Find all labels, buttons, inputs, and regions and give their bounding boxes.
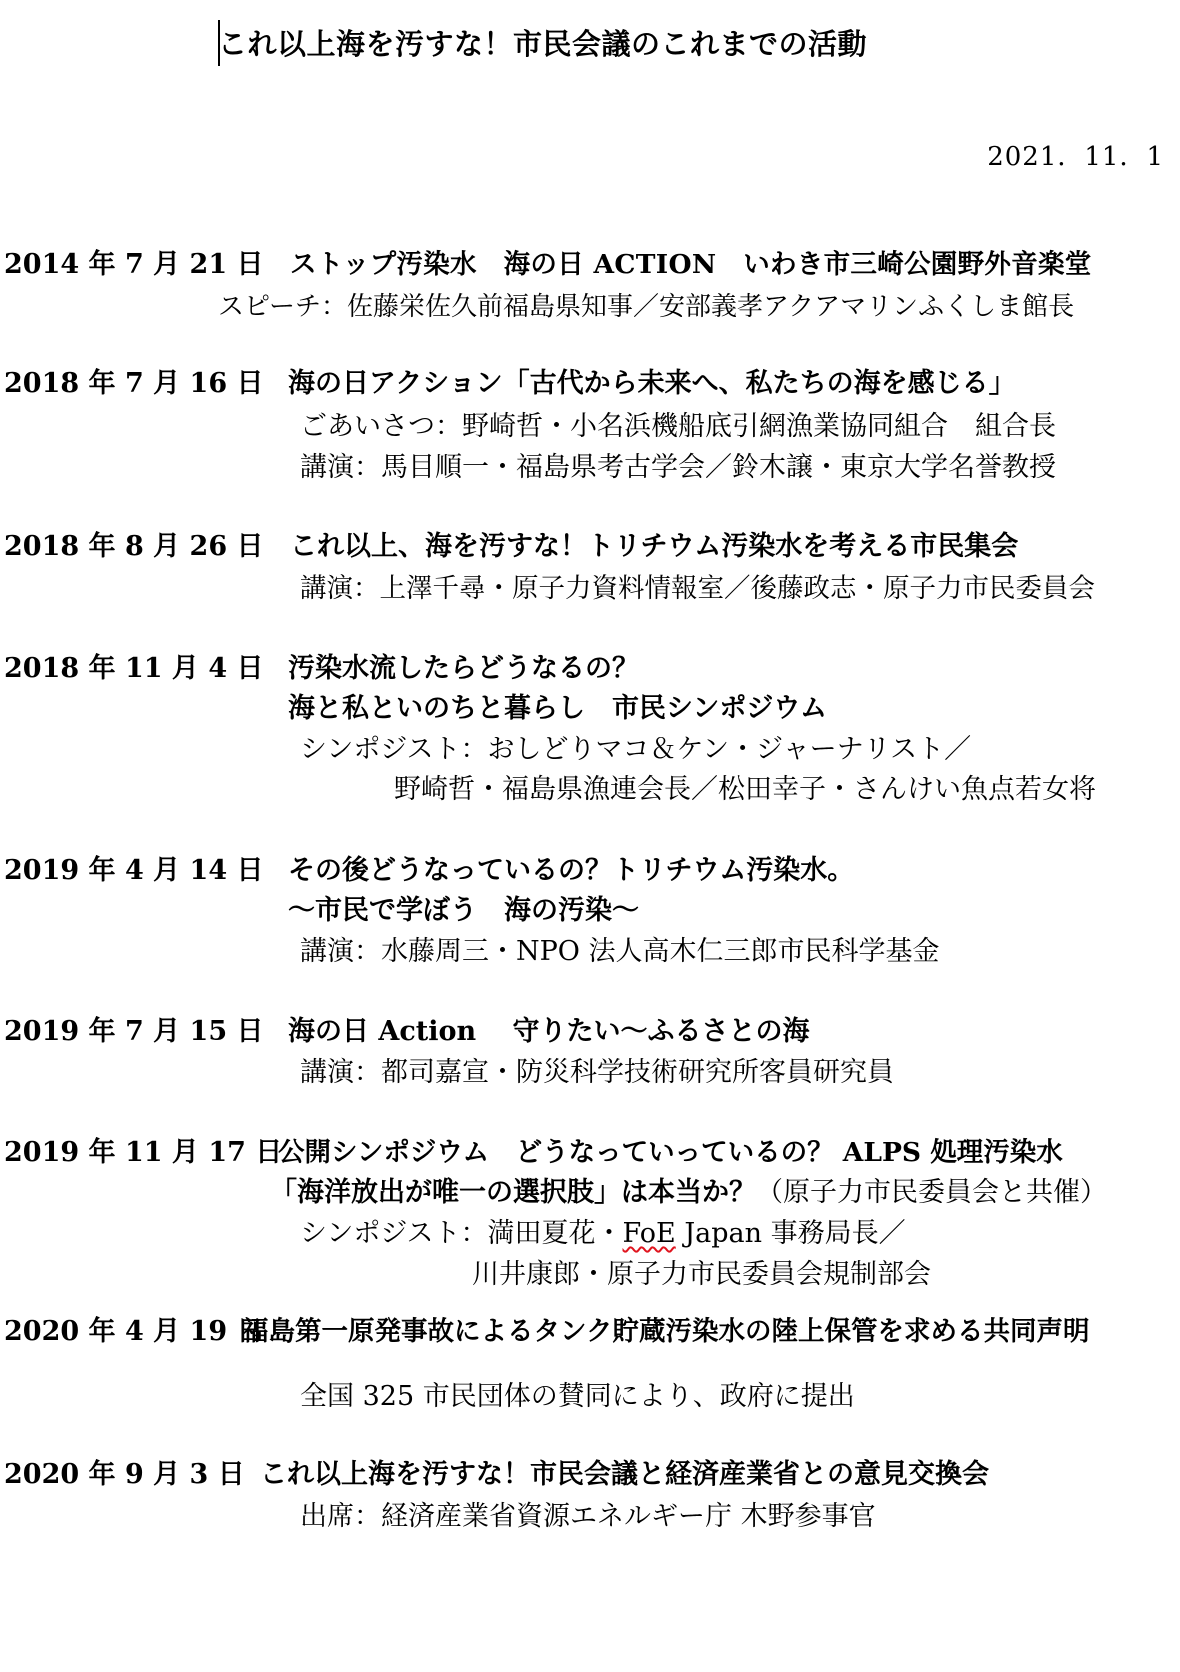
event-detail: ごあいさつ：野崎哲・小名浜機船底引網漁業協同組合 組合長 [300,411,1056,442]
event-date: 2018 年 7 月 16 日 [4,368,264,399]
event-headline: 海の日アクション「古代から未来へ、私たちの海を感じる」 [288,368,1016,399]
event-detail: 講演：水藤周三・NPO 法人高木仁三郎市民科学基金 [300,936,940,967]
event-headline: 汚染水流したらどうなるの？ [288,653,639,684]
event-headline: ストップ汚染水 海の日 ACTION いわき市三崎公園野外音楽堂 [290,249,1092,280]
event-date: 2019 年 11 月 17 日 [4,1137,283,1168]
event-detail: 野崎哲・福島県漁連会長／松田幸子・さんけい魚点若女将 [394,774,1096,805]
event-headline: その後どうなっているの？トリチウム汚染水。 [288,855,855,886]
event-detail: 出席：経済産業省資源エネルギー庁 木野参事官 [300,1501,876,1532]
event-headline-note: （原子力市民委員会と共催） [756,1177,1107,1208]
page-title: これ以上海を汚すな！市民会議のこれまでの活動 [218,27,868,61]
event-detail-suffix: Japan 事務局長／ [675,1218,906,1249]
event-headline-continued: 海と私といのちと暮らし 市民シンポジウム [288,693,828,724]
event-headline: 公開シンポジウム どうなっていっているの？ ALPS 処理汚染水 [278,1137,1063,1168]
event-headline: これ以上、海を汚すな！トリチウム汚染水を考える市民集会 [290,531,1019,562]
event-detail: 全国 325 市民団体の賛同により、政府に提出 [300,1381,855,1412]
event-headline-continued: 〜市民で学ぼう 海の汚染〜 [288,895,639,926]
event-date: 2019 年 4 月 14 日 [4,855,264,886]
event-detail-prefix: シンポジスト：満田夏花・ [300,1218,623,1249]
event-headline: 福島第一原発事故によるタンク貯蔵汚染水の陸上保管を求める共同声明 [242,1316,1090,1347]
event-date: 2018 年 8 月 26 日 [4,531,264,562]
event-date: 2020 年 9 月 3 日 [4,1459,245,1490]
spellcheck-underlined-word: FoE [622,1218,676,1249]
event-date: 2019 年 7 月 15 日 [4,1016,264,1047]
event-detail: 講演：上澤千尋・原子力資料情報室／後藤政志・原子力市民委員会 [300,573,1095,604]
event-detail: 川井康郎・原子力市民委員会規制部会 [472,1259,931,1290]
event-date: 2014 年 7 月 21 日 [4,249,264,280]
event-detail: スピーチ：佐藤栄佐久前福島県知事／安部義孝アクアマリンふくしま館長 [218,292,1075,322]
event-detail: 講演：都司嘉宣・防災科学技術研究所客員研究員 [300,1057,894,1088]
event-detail-line [300,1217,906,1251]
event-headline: 海の日 Action 守りたい〜ふるさとの海 [288,1016,810,1047]
document-date: 2021．11．1 [987,142,1164,172]
event-headline-continued: 「海洋放出が唯一の選択肢」は本当か？ [270,1177,756,1208]
event-date: 2020 年 4 月 19 日 [4,1316,264,1347]
event-date: 2018 年 11 月 4 日 [4,653,264,684]
event-detail: 講演：馬目順一・福島県考古学会／鈴木譲・東京大学名誉教授 [300,452,1056,483]
event-headline: これ以上海を汚すな！市民会議と経済産業省との意見交換会 [260,1459,989,1490]
event-detail: シンポジスト：おしどりマコ＆ケン・ジャーナリスト／ [300,734,972,765]
